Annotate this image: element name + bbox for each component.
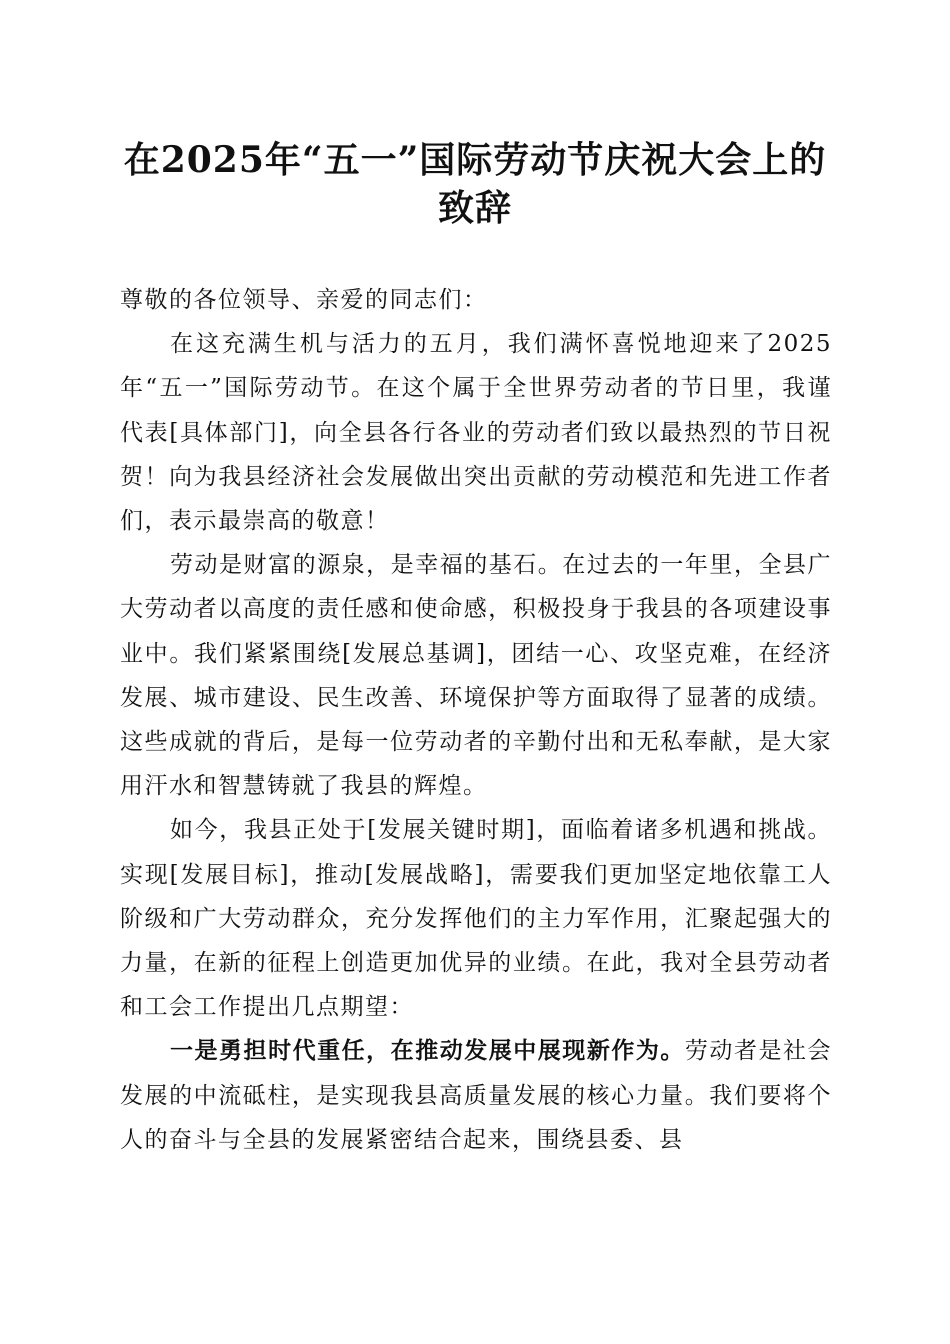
paragraph-2: 劳动是财富的源泉，是幸福的基石。在过去的一年里，全县广大劳动者以高度的责任感和使命感，积极投身于我县的各项建设事业中。我们紧紧围绕[发展总基调]，团结一心、攻坚克难，在经济发展、城市建设、民生改善、环境保护等方面取得了显著的成绩。这些成就的背后，是每一位劳动者的辛勤付出和无私奉献，是大家用汗水和智慧铸就了我县的辉煌。 xyxy=(120,552,832,800)
paragraph-4 xyxy=(120,1029,832,1162)
page-title xyxy=(100,136,850,232)
point-1-text: 劳动者是社会发展的中流砥柱，是实现我县高质量发展的核心力量。我们要将个人的奋斗与全县的发展紧密结合起来，围绕县委、县 xyxy=(120,1038,833,1153)
point-1-heading: 一是勇担时代重任，在推动发展中展现新作为。 xyxy=(170,1037,685,1065)
paragraph-3: 如今，我县正处于[发展关键时期]，面临着诸多机遇和挑战。实现[发展目标]，推动[发展战略]，需要我们更加坚定地依靠工人阶级和广大劳动群众，充分发挥他们的主力军作用，汇聚起强大的力量，在新的征程上创造更加优异的业绩。在此，我对全县劳动者和工会工作提出几点期望： xyxy=(120,817,832,1021)
paragraph-1: 在这充满生机与活力的五月，我们满怀喜悦地迎来了2025年“五一”国际劳动节。在这个属于全世界劳动者的节日里，我谨代表[具体部门]，向全县各行各业的劳动者们致以最热烈的节日祝贺！向为我县经济社会发展做出突出贡献的劳动模范和先进工作者们，表示最崇高的敬意！ xyxy=(120,331,832,535)
title-line-1: 在2025年“五一”国际劳动节庆祝大会上的 xyxy=(123,139,827,181)
salutation: 尊敬的各位领导、亲爱的同志们： xyxy=(120,287,488,313)
title-line-2: 致辞 xyxy=(437,187,512,229)
document-body xyxy=(120,278,832,1162)
